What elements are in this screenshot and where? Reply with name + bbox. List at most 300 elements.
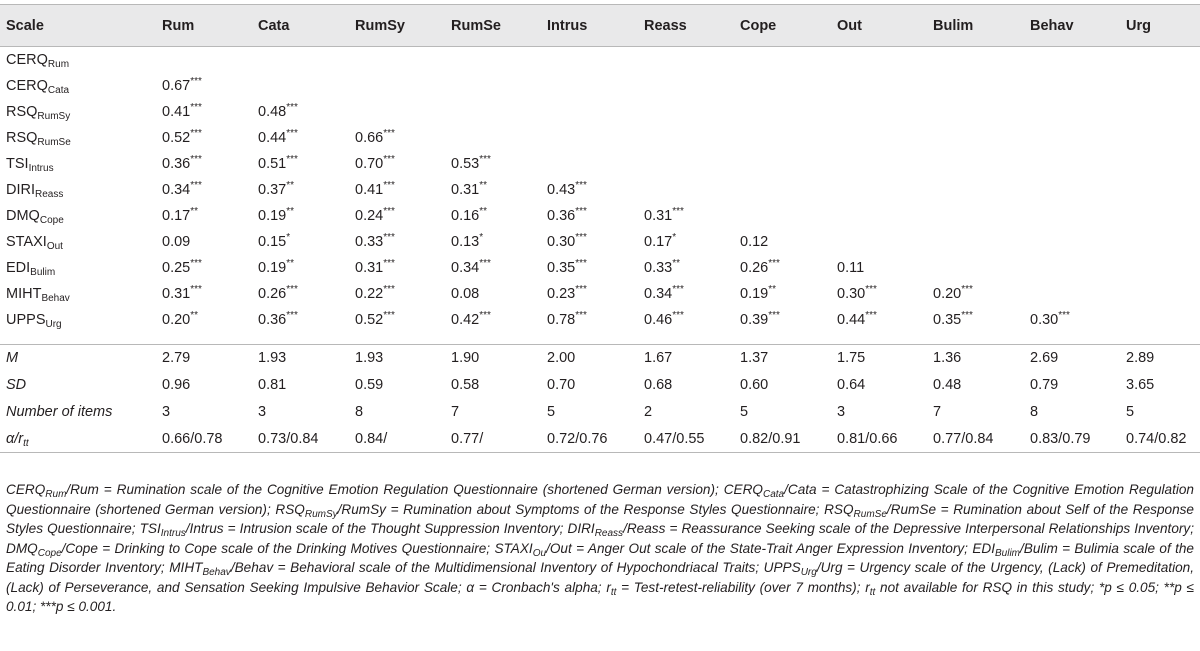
correlation-cell	[349, 229, 445, 255]
correlation-value: 0.67	[162, 77, 191, 94]
descriptive-cell: 1.93	[349, 345, 445, 372]
correlation-value: 0.44	[258, 129, 287, 146]
note-text: /Urg = Urgency scale of the Urgency, (Lack) of Premeditation, (Lack) of Perseverance, and Sensation Seeking Impulsive Behavior Scale; α = Cronbach's alpha;	[6, 560, 1194, 595]
correlation-value: 0.48	[258, 103, 287, 120]
correlation-table	[0, 4, 1200, 453]
significance-stars: ***	[383, 257, 395, 269]
significance-stars: ***	[672, 309, 684, 321]
correlation-cell	[445, 203, 541, 229]
descriptive-cell: 0.77/0.84	[927, 426, 1024, 453]
correlation-cell	[1120, 47, 1200, 73]
column-header: Cata	[258, 17, 290, 34]
correlation-value: 0.37	[258, 181, 287, 198]
correlation-value: 0.17	[644, 233, 673, 250]
row-label-base: CERQ	[6, 51, 48, 68]
descriptive-cell: 0.60	[740, 377, 769, 393]
descriptive-label	[0, 345, 156, 372]
correlation-cell	[1024, 307, 1120, 333]
correlation-cell	[156, 151, 252, 177]
correlation-value: 0.26	[258, 285, 287, 302]
correlation-cell	[349, 307, 445, 333]
column-header: Bulim	[933, 17, 974, 34]
significance-stars: ***	[383, 127, 395, 139]
correlation-value: 0.23	[547, 285, 576, 302]
row-label-base: DIRI	[6, 181, 35, 198]
correlation-cell	[1120, 307, 1200, 333]
significance-stars: ***	[768, 309, 780, 321]
row-label	[0, 255, 156, 281]
table-row	[0, 151, 1200, 177]
table-row	[0, 73, 1200, 99]
correlation-cell	[252, 47, 349, 73]
significance-stars: ***	[479, 309, 491, 321]
correlation-cell	[638, 307, 734, 333]
correlation-cell	[541, 229, 638, 255]
note-text: /RumSy = Rumination about Symptoms of the Response Styles Questionnaire;	[337, 501, 825, 517]
correlation-value: 0.26	[740, 259, 769, 276]
descriptive-cell: 0.81	[258, 377, 287, 393]
correlation-cell	[1024, 151, 1120, 177]
column-header: Behav	[1030, 17, 1074, 34]
correlation-cell	[445, 99, 541, 125]
correlation-value: 0.30	[1030, 311, 1059, 328]
row-label	[0, 177, 156, 203]
correlation-cell	[927, 151, 1024, 177]
correlation-cell	[445, 281, 541, 307]
correlation-cell	[831, 255, 927, 281]
correlation-cell	[445, 151, 541, 177]
correlation-cell	[541, 151, 638, 177]
significance-stars: ***	[190, 179, 202, 191]
column-header: RumSe	[451, 17, 501, 34]
correlation-cell	[831, 177, 927, 203]
note-abbr-sub: tt	[610, 586, 617, 598]
correlation-cell	[445, 229, 541, 255]
correlation-cell	[734, 177, 831, 203]
correlation-cell	[252, 99, 349, 125]
significance-stars: **	[190, 205, 199, 217]
correlation-value: 0.51	[258, 155, 287, 172]
descriptive-label-text: M	[6, 350, 19, 367]
note-text: /Behav = Behavioral scale of the Multidimensional Inventory of Hypochondriacal Traits;	[230, 560, 764, 575]
descriptive-cell: 2	[644, 404, 653, 420]
descriptive-cell: 1.37	[734, 345, 831, 372]
row-label	[0, 229, 156, 255]
descriptive-cell: 8	[355, 404, 364, 420]
descriptive-cell: 0.72/0.76	[541, 426, 638, 453]
significance-stars: ***	[383, 231, 395, 243]
significance-stars: **	[479, 205, 488, 217]
descriptive-cell: 1.93	[252, 345, 349, 372]
correlation-value: 0.44	[837, 311, 866, 328]
correlation-value: 0.30	[547, 233, 576, 250]
descriptive-cell: 2.89	[1120, 345, 1200, 372]
row-label-sub: RumSe	[37, 136, 71, 148]
significance-stars: ***	[286, 153, 298, 165]
significance-stars: **	[768, 283, 777, 295]
correlation-cell	[927, 229, 1024, 255]
correlation-cell	[734, 229, 831, 255]
correlation-cell	[831, 151, 927, 177]
correlation-cell	[734, 203, 831, 229]
correlation-value: 0.13	[451, 233, 480, 250]
correlation-value: 0.66	[355, 129, 384, 146]
header-row	[0, 5, 1200, 47]
descriptive-cell: 5	[1126, 404, 1135, 420]
correlation-value: 0.35	[933, 311, 962, 328]
correlation-value: 0.09	[162, 233, 191, 250]
correlation-cell	[734, 99, 831, 125]
correlation-value: 0.42	[451, 311, 480, 328]
descriptive-cell: 0.66/0.78	[156, 426, 252, 453]
note-abbr: MIHT	[169, 560, 203, 575]
significance-stars: ***	[672, 283, 684, 295]
correlation-cell	[156, 229, 252, 255]
correlation-value: 0.41	[162, 103, 191, 120]
descriptive-cell: 8	[1030, 404, 1039, 420]
correlation-cell	[638, 125, 734, 151]
correlation-cell	[349, 99, 445, 125]
row-label	[0, 47, 156, 73]
correlation-value: 0.43	[547, 181, 576, 198]
correlation-cell	[156, 99, 252, 125]
correlation-cell	[1024, 47, 1120, 73]
descriptive-label-text: SD	[6, 377, 27, 393]
correlation-cell	[445, 255, 541, 281]
row-label	[0, 99, 156, 125]
descriptive-label-text: Number of items	[6, 404, 113, 420]
note-text: /Cata = Catastrophizing Scale of the Cognitive Emotion Regulation Questionnaire (shortened German version);	[6, 482, 1194, 517]
descriptive-cell: 0.82/0.91	[734, 426, 831, 453]
column-header-scale: Scale	[6, 17, 44, 34]
correlation-cell	[349, 281, 445, 307]
row-label-base: RSQ	[6, 103, 38, 120]
correlation-cell	[1120, 99, 1200, 125]
correlation-cell	[734, 73, 831, 99]
significance-stars: ***	[672, 205, 684, 217]
correlation-value: 0.52	[162, 129, 191, 146]
correlation-cell	[445, 47, 541, 73]
correlation-cell	[927, 73, 1024, 99]
correlation-cell	[156, 203, 252, 229]
correlation-cell	[1120, 281, 1200, 307]
note-text: = Test-retest-reliability (over 7 months);	[616, 579, 866, 595]
correlation-cell	[638, 177, 734, 203]
note-abbr: UPPS	[763, 560, 801, 575]
descriptive-row	[0, 372, 1200, 399]
significance-stars: **	[286, 257, 295, 269]
correlation-cell	[927, 47, 1024, 73]
significance-stars: ***	[865, 283, 877, 295]
note-text: /Bulim = Bulimia scale of the Eating Disorder Inventory;	[6, 540, 1194, 575]
correlation-cell	[831, 307, 927, 333]
correlation-value: 0.15	[258, 233, 287, 250]
correlation-cell	[541, 203, 638, 229]
descriptive-cell: 0.47/0.55	[638, 426, 734, 453]
correlation-cell	[831, 99, 927, 125]
note-text: /RumSe = Rumination about Self of the Response Styles Questionnaire;	[6, 501, 1194, 536]
descriptive-cell: 3	[837, 404, 846, 420]
descriptive-cell: 2.00	[541, 345, 638, 372]
descriptive-cell: 7	[933, 404, 942, 420]
correlation-cell	[734, 47, 831, 73]
correlation-cell	[734, 125, 831, 151]
correlation-value: 0.30	[837, 285, 866, 302]
descriptive-cell: 0.79	[1030, 377, 1059, 393]
row-label	[0, 307, 156, 333]
row-label-base: EDI	[6, 259, 31, 276]
correlation-cell	[252, 177, 349, 203]
descriptive-cell: 0.48	[933, 377, 962, 393]
descriptive-cell: 3	[258, 404, 267, 420]
correlation-cell	[1120, 177, 1200, 203]
correlation-cell	[445, 73, 541, 99]
descriptive-cell: 1.90	[445, 345, 541, 372]
row-label	[0, 73, 156, 99]
row-spacer	[0, 333, 1200, 345]
significance-stars: ***	[190, 153, 202, 165]
correlation-cell	[1120, 203, 1200, 229]
correlation-cell	[927, 125, 1024, 151]
note-abbr: RSQ	[275, 501, 305, 517]
significance-stars: ***	[383, 309, 395, 321]
column-header: Reass	[644, 17, 687, 34]
correlation-cell	[1024, 99, 1120, 125]
correlation-cell	[349, 203, 445, 229]
descriptive-label	[0, 426, 156, 453]
note-abbr: r	[606, 579, 611, 595]
significance-stars: ***	[286, 101, 298, 113]
correlation-cell	[541, 125, 638, 151]
correlation-value: 0.46	[644, 311, 673, 328]
correlation-cell	[541, 73, 638, 99]
note-text: not available for RSQ in this study; *p ≤ 0.05; **p ≤ 0.01; ***p ≤ 0.001.	[6, 579, 1194, 614]
correlation-cell	[1024, 229, 1120, 255]
correlation-value: 0.35	[547, 259, 576, 276]
correlation-cell	[156, 255, 252, 281]
note-text: /Rum = Rumination scale of the Cognitive Emotion Regulation Questionnaire (shortened German version);	[66, 482, 724, 497]
significance-stars: ***	[190, 127, 202, 139]
table-row	[0, 281, 1200, 307]
correlation-cell	[927, 281, 1024, 307]
row-label-sub: Reass	[35, 188, 64, 200]
note-abbr-sub: Rum	[45, 489, 67, 500]
correlation-cell	[638, 73, 734, 99]
note-abbr: RSQ	[824, 501, 854, 517]
correlation-value: 0.52	[355, 311, 384, 328]
correlation-cell	[349, 47, 445, 73]
correlation-cell	[541, 281, 638, 307]
correlation-cell	[349, 151, 445, 177]
correlation-cell	[734, 281, 831, 307]
significance-stars: ***	[286, 283, 298, 295]
significance-stars: ***	[575, 179, 587, 191]
correlation-value: 0.41	[355, 181, 384, 198]
note-abbr: TSI	[139, 521, 161, 536]
correlation-value: 0.31	[355, 259, 384, 276]
significance-stars: ***	[575, 205, 587, 217]
significance-stars: *	[286, 231, 291, 243]
descriptive-cell: 0.84/	[349, 426, 445, 453]
descriptive-cell: 2.79	[156, 345, 252, 372]
correlation-value: 0.24	[355, 207, 384, 224]
correlation-cell	[927, 177, 1024, 203]
row-label	[0, 151, 156, 177]
descriptive-label	[0, 372, 156, 399]
correlation-cell	[156, 307, 252, 333]
descriptive-label-sub: tt	[23, 437, 29, 449]
correlation-value: 0.34	[644, 285, 673, 302]
table-row	[0, 255, 1200, 281]
significance-stars: ***	[190, 283, 202, 295]
note-abbr-sub: Cata	[762, 489, 785, 500]
correlation-cell	[349, 125, 445, 151]
correlation-value: 0.36	[162, 155, 191, 172]
row-label-base: MIHT	[6, 285, 42, 302]
correlation-value: 0.19	[740, 285, 769, 302]
correlation-cell	[1024, 255, 1120, 281]
column-header: RumSy	[355, 17, 405, 34]
descriptive-row	[0, 345, 1200, 372]
table-row	[0, 99, 1200, 125]
correlation-cell	[445, 177, 541, 203]
significance-stars: ***	[190, 75, 202, 87]
correlation-cell	[734, 255, 831, 281]
descriptive-cell: 1.36	[927, 345, 1024, 372]
significance-stars: **	[286, 205, 295, 217]
correlation-value: 0.31	[162, 285, 191, 302]
row-label-base: RSQ	[6, 129, 38, 146]
correlation-cell	[831, 73, 927, 99]
table-row	[0, 229, 1200, 255]
row-label	[0, 203, 156, 229]
correlation-cell	[156, 73, 252, 99]
note-abbr-sub: RumSe	[853, 508, 887, 520]
row-label-sub: Urg	[45, 318, 62, 330]
correlation-value: 0.36	[258, 311, 287, 328]
significance-stars: **	[672, 257, 681, 269]
row-label-sub: RumSy	[37, 110, 71, 122]
column-header: Rum	[162, 17, 195, 34]
correlation-cell	[541, 255, 638, 281]
correlation-cell	[252, 229, 349, 255]
note-text: /Intrus = Intrusion scale of the Thought Suppression Inventory;	[185, 521, 568, 536]
note-abbr-sub: Cope	[37, 547, 62, 559]
correlation-value: 0.20	[162, 311, 191, 328]
correlation-value: 0.34	[162, 181, 191, 198]
descriptive-cell: 1.67	[638, 345, 734, 372]
correlation-cell	[1120, 151, 1200, 177]
correlation-value: 0.20	[933, 285, 962, 302]
note-abbr: r	[865, 579, 870, 595]
row-label-sub: Cope	[39, 214, 64, 226]
significance-stars: ***	[575, 257, 587, 269]
correlation-cell	[1120, 229, 1200, 255]
column-header: Urg	[1126, 17, 1151, 34]
descriptive-cell: 0.58	[451, 377, 480, 393]
correlation-cell	[156, 177, 252, 203]
correlation-cell	[541, 177, 638, 203]
significance-stars: ***	[1058, 309, 1070, 321]
correlation-cell	[349, 177, 445, 203]
correlation-cell	[831, 229, 927, 255]
significance-stars: ***	[479, 153, 491, 165]
row-label-sub: Cata	[47, 84, 70, 96]
correlation-cell	[252, 151, 349, 177]
significance-stars: ***	[961, 309, 973, 321]
table-footnote	[6, 480, 1194, 617]
significance-stars: **	[190, 309, 199, 321]
descriptive-cell: 7	[451, 404, 460, 420]
significance-stars: **	[286, 179, 295, 191]
descriptive-cell: 5	[740, 404, 749, 420]
correlation-value: 0.78	[547, 311, 576, 328]
significance-stars: ***	[190, 101, 202, 113]
correlation-cell	[927, 307, 1024, 333]
descriptive-cell: 0.77/	[445, 426, 541, 453]
correlation-cell	[445, 125, 541, 151]
correlation-value: 0.19	[258, 207, 287, 224]
descriptive-cell: 0.96	[162, 377, 191, 393]
significance-stars: ***	[286, 309, 298, 321]
correlation-value: 0.11	[837, 259, 865, 276]
significance-stars: *	[672, 231, 677, 243]
table-row	[0, 47, 1200, 73]
correlation-value: 0.33	[355, 233, 384, 250]
significance-stars: ***	[961, 283, 973, 295]
correlation-cell	[252, 255, 349, 281]
significance-stars: ***	[383, 283, 395, 295]
descriptive-cell: 3.65	[1126, 377, 1155, 393]
note-abbr: DIRI	[567, 521, 595, 536]
correlation-cell	[927, 99, 1024, 125]
significance-stars: ***	[575, 283, 587, 295]
note-abbr: EDI	[972, 540, 995, 556]
correlation-cell	[927, 203, 1024, 229]
descriptive-cell: 0.59	[355, 377, 384, 393]
descriptive-label-text: α/r	[6, 430, 24, 447]
significance-stars: **	[479, 179, 488, 191]
correlation-cell	[541, 307, 638, 333]
correlation-cell	[1024, 125, 1120, 151]
significance-stars: *	[479, 231, 484, 243]
table-row	[0, 307, 1200, 333]
note-abbr-sub: Bulim	[994, 547, 1020, 559]
row-label-sub: Intrus	[28, 162, 54, 174]
correlation-value: 0.33	[644, 259, 673, 276]
significance-stars: ***	[383, 205, 395, 217]
correlation-value: 0.36	[547, 207, 576, 224]
correlation-cell	[1024, 73, 1120, 99]
correlation-cell	[831, 203, 927, 229]
correlation-cell	[541, 47, 638, 73]
correlation-cell	[638, 281, 734, 307]
significance-stars: ***	[768, 257, 780, 269]
correlation-cell	[252, 73, 349, 99]
correlation-value: 0.31	[451, 181, 480, 198]
significance-stars: ***	[575, 309, 587, 321]
row-label-base: UPPS	[6, 311, 46, 328]
descriptive-cell: 5	[547, 404, 556, 420]
correlation-cell	[252, 125, 349, 151]
descriptive-cell: 3	[162, 404, 171, 420]
note-abbr: STAXI	[494, 540, 533, 556]
descriptive-cell: 0.81/0.66	[831, 426, 927, 453]
correlation-value: 0.22	[355, 285, 384, 302]
correlation-value: 0.31	[644, 207, 673, 224]
correlation-cell	[156, 281, 252, 307]
correlation-cell	[349, 73, 445, 99]
